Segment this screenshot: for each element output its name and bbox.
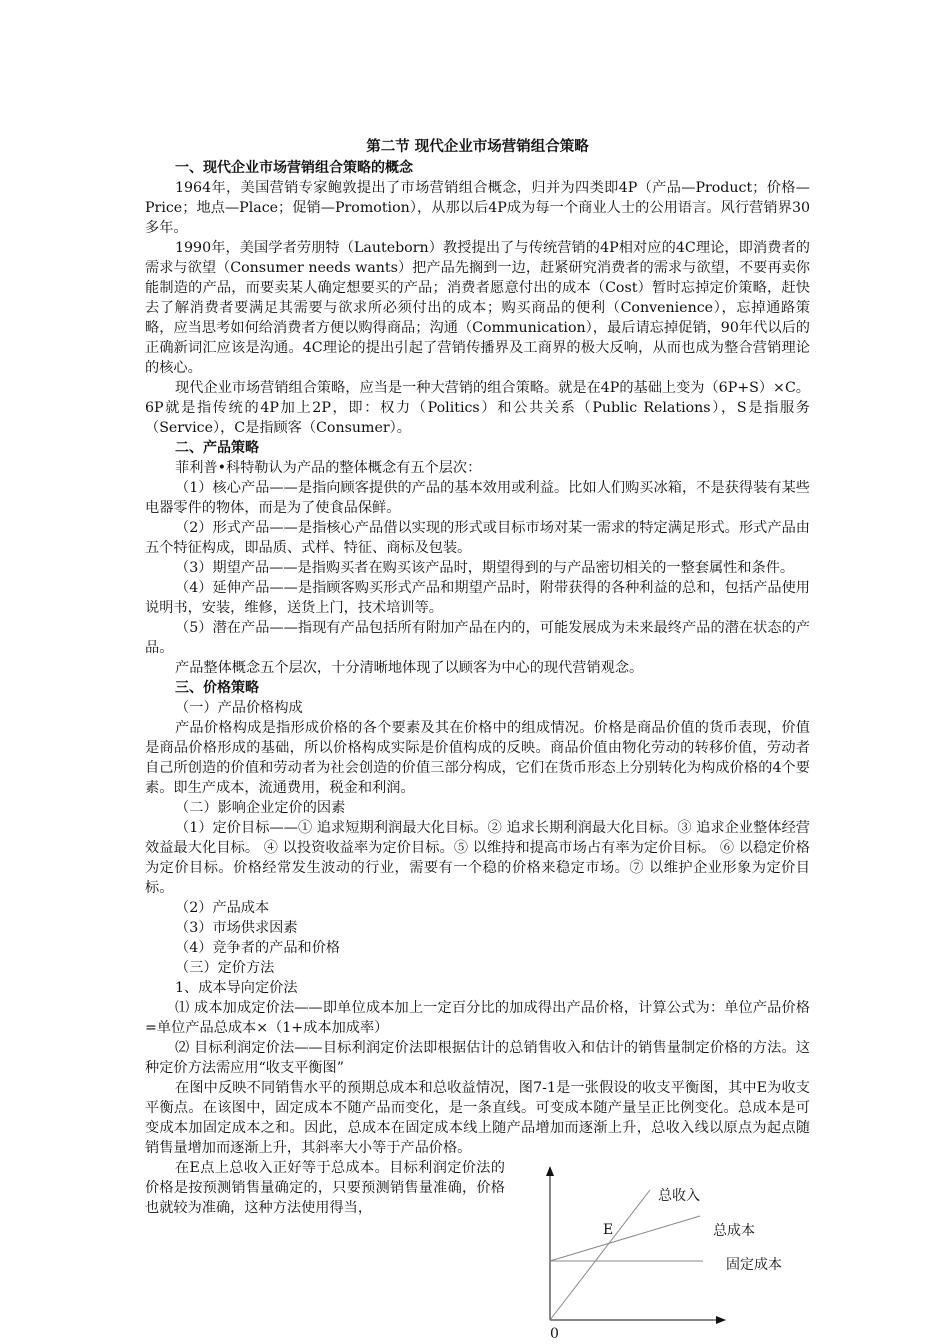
subheading: （二）影响企业定价的因素	[175, 800, 346, 816]
paragraph: 1964年，美国营销专家鲍敦提出了市场营销组合概念，归并为四类即4P（产品—Product；价格—Price；地点—Place；促销—Promotion），从那以后4P成为每一个商业人士的公用语言。风行营销界30多年。	[145, 180, 810, 236]
paragraph: 1、成本导向定价法	[175, 980, 298, 996]
list-item: （3）期望产品——是指购买者在购买该产品时，期望得到的与产品密切相关的一整套属性和条件。	[175, 560, 795, 576]
paragraph: 产品价格构成是指形成价格的各个要素及其在价格中的组成情况。价格是商品价值的货币表现，价值是商品价格形成的基础，所以价格构成实际是价值构成的反映。商品价值由物化劳动的转移价值，劳动者自己所创造的价值和劳动者为社会创造的价值三部分构成，它们在货币形态上分别转化为构成价格的4个要素。即生产成本，流通费用，税金和利润。	[145, 720, 810, 796]
list-item: （5）潜在产品——指现有产品包括所有附加产品在内的，可能发展成为未来最终产品的潜在状态的产品。	[145, 620, 810, 656]
total-revenue-line	[550, 1190, 650, 1320]
section-title: 第二节 现代企业市场营销组合策略	[366, 139, 589, 155]
label-origin: 0	[550, 1326, 559, 1342]
heading-2: 二、产品策略	[175, 440, 259, 456]
label-fixed-cost: 固定成本	[726, 1257, 782, 1273]
subheading: （一）产品价格构成	[175, 700, 303, 716]
heading-3: 三、价格策略	[175, 680, 259, 696]
paragraph: 在E点上总收入正好等于总成本。目标利润定价法的价格是按预测销售量确定的，只要预测销售量准确，价格也就较为准确，这种方法使用得当，	[145, 1160, 505, 1216]
breakeven-chart	[530, 1160, 800, 1344]
heading-1: 一、现代企业市场营销组合策略的概念	[175, 160, 413, 176]
paragraph: 产品整体概念五个层次，十分清晰地体现了以顾客为中心的现代营销观念。	[175, 660, 644, 676]
list-item: （2）形式产品——是指核心产品借以实现的形式或目标市场对某一需求的特定满足形式。形式产品由五个特征构成，即品质、式样、特征、商标及包装。	[145, 520, 810, 556]
y-axis-arrow-icon	[546, 1166, 554, 1176]
list-item: （4）竞争者的产品和价格	[175, 940, 341, 956]
subheading: （三）定价方法	[175, 960, 275, 976]
paragraph: 1990年，美国学者劳朋特（Lauteborn）教授提出了与传统营销的4P相对应的4C理论，即消费者的需求与欲望（Consumer needs wants）把产品先搁到一边，赶紧研究消费者的需求与欲望，不要再卖你能制造的产品，而要卖某人确定想要买的产品；消费者愿意付出的成本（Cost）暂时忘掉定价策略，赶快去了解消费者要满足其需要与欲求所必须付出的成本；购买商品的便利（Convenience），忘掉通路策略，应当思考如何给消费者方便以购得商品；沟通（Communication），最后请忘掉促销，90年代以后的正确新词汇应该是沟通。4C理论的提出引起了营销传播界及工商界的极大反响，从而也成为整合营销理论的核心。	[145, 240, 810, 376]
list-item: （3）市场供求因素	[175, 920, 298, 936]
paragraph: ⑴ 成本加成定价法——即单位成本加上一定百分比的加成得出产品价格，计算公式为：单位产品价格=单位产品总成本×（1+成本加成率）	[145, 1000, 810, 1036]
paragraph: 现代企业市场营销组合策略，应当是一种大营销的组合策略。就是在4P的基础上变为（6P+S）×C。6P就是指传统的4P加上2P，即：权力（Politics）和公共关系（Public Relations），S是指服务（Service），C是指顾客（Consumer）。	[145, 380, 810, 436]
paragraph: 在图中反映不同销售水平的预期总成本和总收益情况，图7-1是一张假设的收支平衡图，其中E为收支平衡点。在该图中，固定成本不随产品而变化，是一条直线。可变成本随产量呈正比例变化。总成本是可变成本加固定成本之和。因此，总成本在固定成本线上随产品增加而逐渐上升，总收入线以原点为起点随销售量增加而逐渐上升，其斜率大小等于产品价格。	[145, 1080, 810, 1156]
list-item: （4）延伸产品——是指顾客购买形式产品和期望产品时，附带获得的各种利益的总和，包括产品使用说明书，安装，维修，送货上门，技术培训等。	[145, 580, 810, 616]
paragraph: 菲利普•科特勒认为产品的整体概念有五个层次：	[175, 460, 482, 476]
x-axis-arrow-icon	[716, 1316, 726, 1324]
label-total-cost: 总成本	[713, 1223, 755, 1239]
label-total-revenue: 总收入	[658, 1188, 700, 1204]
list-item: （2）产品成本	[175, 900, 270, 916]
document-body	[145, 137, 810, 1218]
label-e: E	[603, 1222, 614, 1238]
list-item: （1）核心产品——是指向顾客提供的产品的基本效用或利益。比如人们购买冰箱，不是获得装有某些电器零件的物体，而是为了使食品保鲜。	[145, 480, 810, 516]
list-item: （1）定价目标——① 追求短期利润最大化目标。② 追求长期利润最大化目标。③ 追求企业整体经营效益最大化目标。 ④ 以投资收益率为定价目标。⑤ 以维持和提高市场占有率为定价目标。 ⑥ 以稳定价格为定价目标。价格经常发生波动的行业，需要有一个稳的价格来稳定市场。⑦ 以维护企业形象为定价目标。	[145, 820, 810, 896]
paragraph: ⑵ 目标利润定价法——目标利润定价法即根据估计的总销售收入和估计的销售量制定价格的方法。这种定价方法需应用“收支平衡图”	[145, 1040, 810, 1076]
